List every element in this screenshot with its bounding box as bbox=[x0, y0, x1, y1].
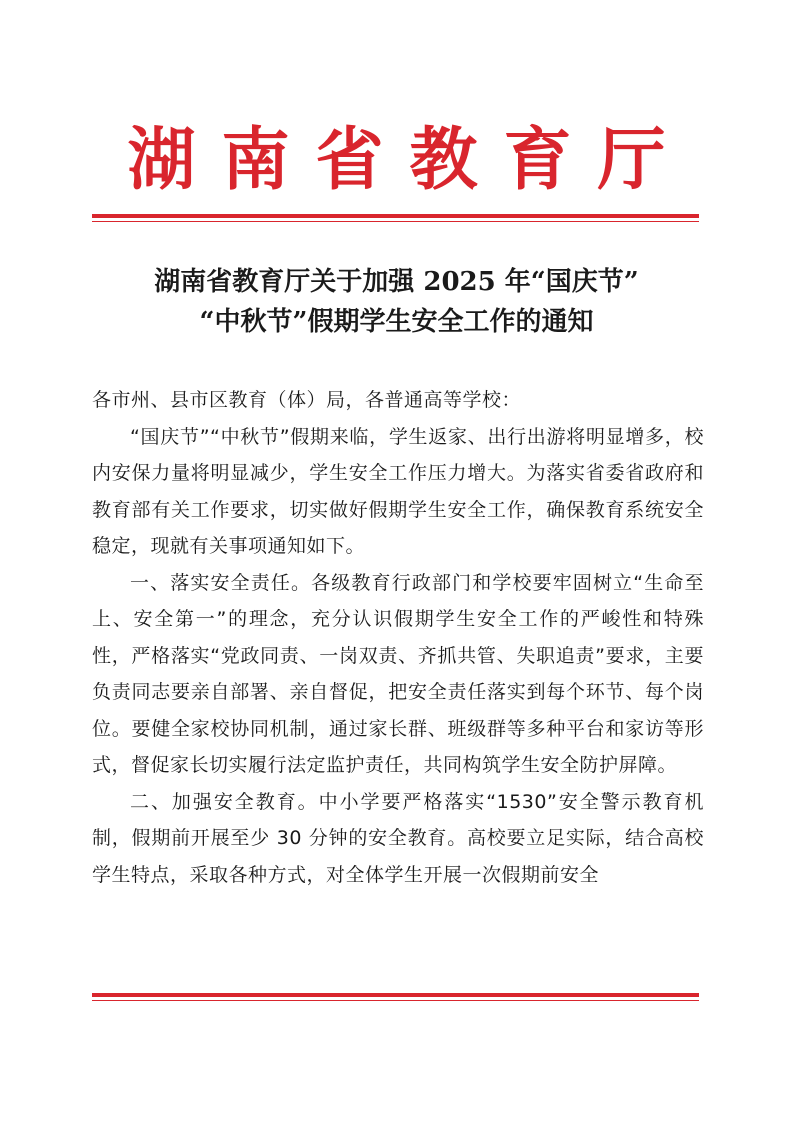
paragraph-section-2: 二、加强安全教育。中小学要严格落实“1530”安全警示教育机制，假期前开展至少 30 分钟的安全教育。高校要立足实际，结合高校学生特点，采取各种方式，对全体学生开展一次假期前安全 bbox=[92, 790, 704, 886]
header-divider-thick bbox=[92, 214, 699, 218]
document-title-line-2: “中秋节”假期学生安全工作的通知 bbox=[199, 307, 594, 337]
paragraph-section-1: 一、落实安全责任。各级教育行政部门和学校要牢固树立“生命至上、安全第一”的理念，充分认识假期学生安全工作的严峻性和特殊性，严格落实“党政同责、一岗双责、齐抓共管、失职追责”要求，主要负责同志要亲自部署、亲自督促，把安全责任落实到每个环节、每个岗位。要健全家校协同机制，通过家长群、班级群等多种平台和家访等形式，督促家长切实履行法定监护责任，共同构筑学生安全防护屏障。 bbox=[92, 571, 704, 776]
footer-divider-thick bbox=[92, 993, 699, 997]
salutation: 各市州、县市区教育（体）局，各普通高等学校： bbox=[92, 389, 522, 411]
document-title bbox=[60, 262, 733, 342]
agency-header-title: 湖南省教育厅 bbox=[127, 120, 692, 200]
document-title-line-1: 湖南省教育厅关于加强 2025 年“国庆节” bbox=[154, 267, 639, 297]
header-divider-thin bbox=[92, 221, 699, 222]
footer-divider-thin bbox=[92, 1000, 699, 1001]
paragraph-intro: “国庆节”“中秋节”假期来临，学生返家、出行出游将明显增多，校内安保力量将明显减少，学生安全工作压力增大。为落实省委省政府和教育部有关工作要求，切实做好假期学生安全工作，确保教育系统安全稳定，现就有关事项通知如下。 bbox=[92, 425, 704, 557]
document-body bbox=[92, 382, 704, 893]
